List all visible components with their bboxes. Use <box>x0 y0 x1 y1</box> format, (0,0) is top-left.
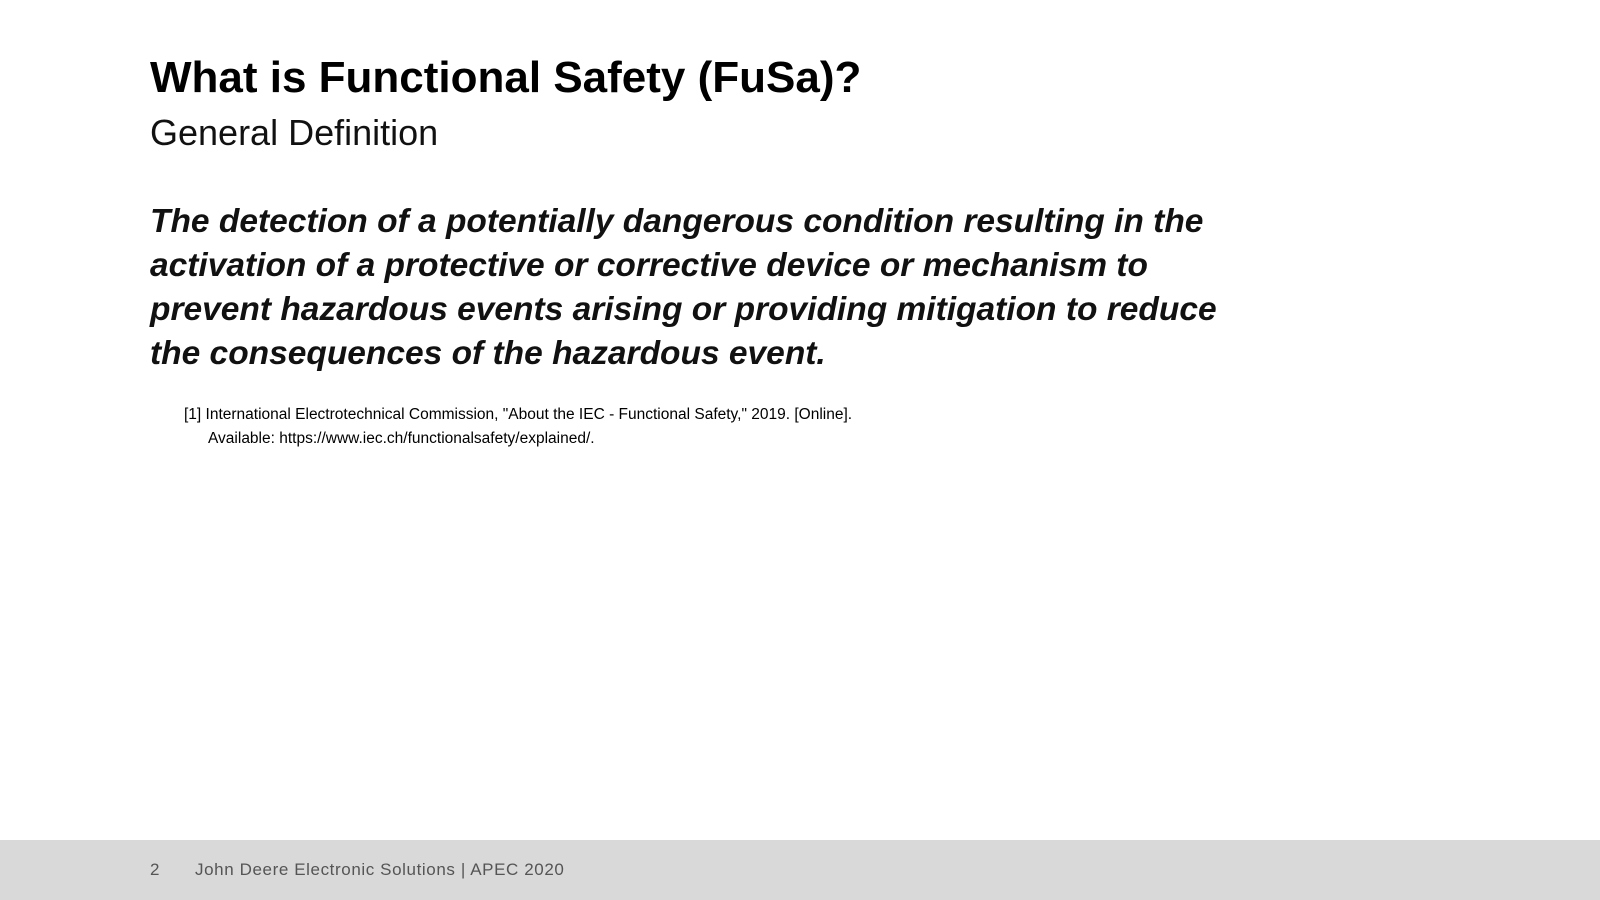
slide-subtitle: General Definition <box>150 112 439 153</box>
page-number: 2 <box>150 860 160 879</box>
slide-title: What is Functional Safety (FuSa)? <box>150 53 862 102</box>
reference-citation <box>184 403 984 451</box>
reference-line-2: Available: https://www.iec.ch/functionalsafety/explained/. <box>208 430 595 447</box>
footer-bar <box>0 840 1600 900</box>
footer-caption: John Deere Electronic Solutions | APEC 2020 <box>195 860 565 879</box>
definition-text: The detection of a potentially dangerous condition resulting in the activation of a protective or corrective device or mechanism to prevent hazardous events arising or providing mitigation to reduce the consequences of the hazardous event. <box>150 203 1217 372</box>
reference-line-1: [1] International Electrotechnical Commission, "About the IEC - Functional Safety," 2019. [Online]. <box>184 406 853 423</box>
